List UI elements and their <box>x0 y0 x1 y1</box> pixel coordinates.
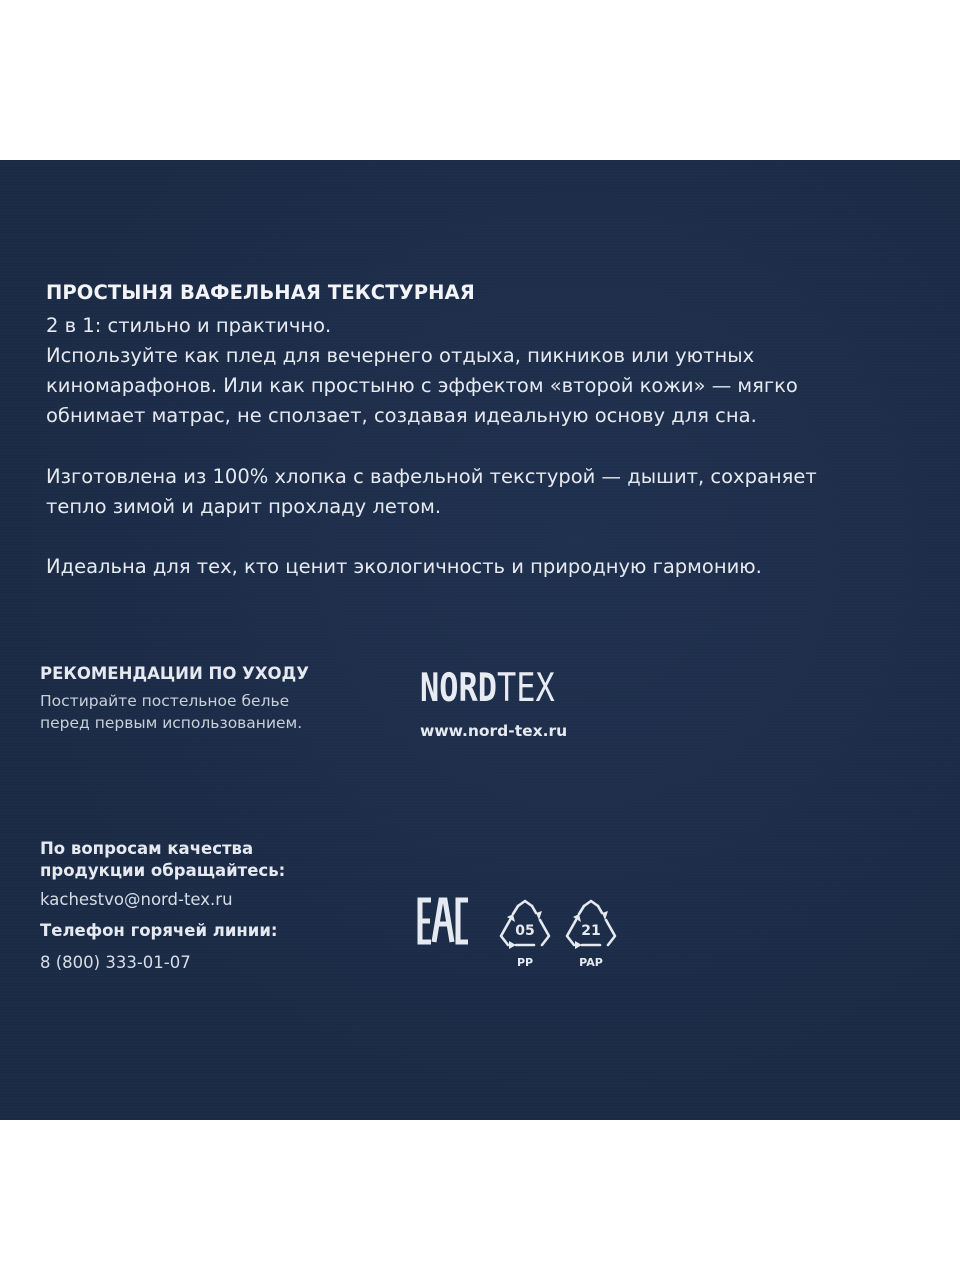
description-line: киномарафонов. Или как простыню с эффектом «второй кожи» — мягко <box>46 374 798 397</box>
brand-logo-part-2: TEX <box>497 666 555 711</box>
quality-email: kachestvo@nord-tex.ru <box>40 890 233 909</box>
quality-contact-title <box>40 838 285 882</box>
care-line: перед первым использованием. <box>40 714 303 732</box>
brand-website: www.nord-tex.ru <box>420 722 568 740</box>
brand-logo-part-1: NORD <box>420 666 498 711</box>
description-line: обнимает матрас, не сползает, создавая идеальную основу для сна. <box>46 404 757 427</box>
description-line: Используйте как плед для вечернего отдыха, пикников или уютных <box>46 344 755 367</box>
description-line: 2 в 1: стильно и практично. <box>46 314 332 337</box>
description-line: тепло зимой и дарит прохладу летом. <box>46 495 442 518</box>
hotline-title: Телефон горячей линии: <box>40 921 278 940</box>
hotline-phone: 8 (800) 333-01-07 <box>40 953 191 972</box>
description-line: Изготовлена из 100% хлопка с вафельной текстурой — дышит, сохраняет <box>46 465 817 488</box>
recycle-number: 21 <box>581 923 601 939</box>
care-line: Постирайте постельное белье <box>40 692 290 710</box>
care-instructions <box>40 690 302 734</box>
eac-mark-text <box>416 896 472 946</box>
product-description-paragraph-1 <box>46 311 798 431</box>
product-title: ПРОСТЫНЯ ВАФЕЛЬНАЯ ТЕКСТУРНАЯ <box>46 281 475 304</box>
recycle-number: 05 <box>515 923 535 939</box>
quality-title-line: По вопросам качества <box>40 839 254 858</box>
product-description-paragraph-3 <box>46 552 762 582</box>
recycle-pp-icon <box>494 898 556 969</box>
recycle-pap-icon <box>560 898 622 969</box>
product-info-panel <box>0 160 960 1120</box>
quality-title-line: продукции обращайтесь: <box>40 861 286 880</box>
description-line: Идеальна для тех, кто ценит экологичность и природную гармонию. <box>46 555 762 578</box>
recycle-label: PP <box>516 956 534 969</box>
care-title: РЕКОМЕНДАЦИИ ПО УХОДУ <box>40 664 309 683</box>
brand-logo <box>420 666 555 711</box>
product-description-paragraph-2 <box>46 462 817 522</box>
recycle-label: PAP <box>579 956 603 969</box>
